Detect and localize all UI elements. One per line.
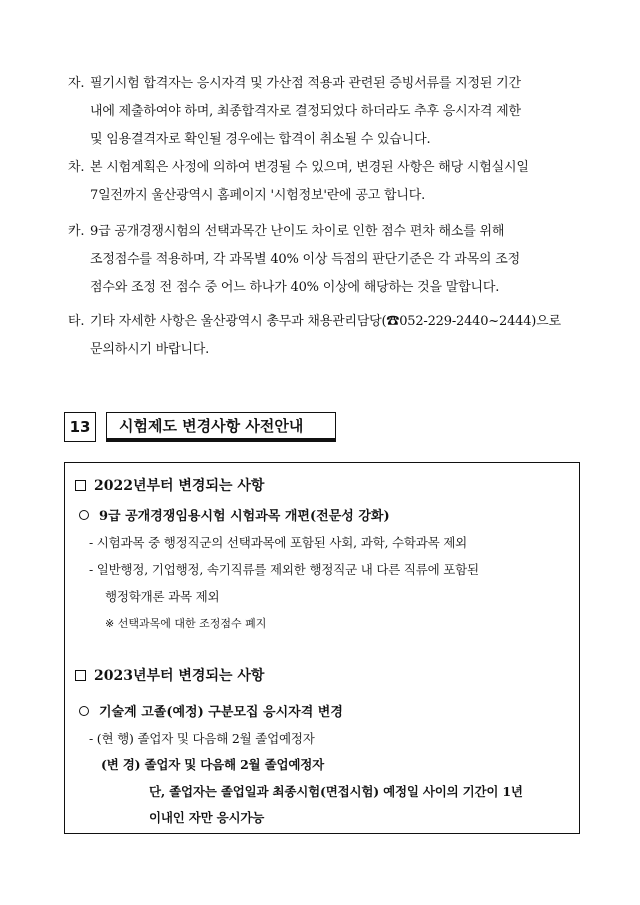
- bullet-2022-1: - 시험과목 중 행정직군의 선택과목에 포함된 사회, 과학, 수학과목 제외: [89, 535, 468, 550]
- checkbox-square-icon: [75, 480, 86, 491]
- sub-2023: [79, 701, 343, 720]
- heading-2023: [75, 665, 264, 685]
- note-2022: ※ 선택과목에 대한 조정점수 폐지: [105, 617, 267, 630]
- section-number: 13: [64, 412, 96, 442]
- sub-2023-text: 기술계 고졸(예정) 구분모집 응시자격 변경: [99, 705, 343, 720]
- paragraph-marker: 타.: [68, 314, 85, 329]
- change-notice-box: [64, 462, 580, 834]
- paragraph-marker: 카.: [68, 224, 85, 239]
- paragraph-line: 필기시험 합격자는 응시자격 및 가산점 적용과 관련된 증빙서류를 지정된 기간: [90, 76, 521, 91]
- paragraph-line: 본 시험계획은 사정에 의하여 변경될 수 있으며, 변경된 사항은 해당 시험실시일: [90, 160, 529, 175]
- paragraph-ja: [68, 70, 588, 154]
- checkbox-square-icon: [75, 670, 86, 681]
- paragraph-ka: [68, 218, 588, 302]
- sub-2022: [79, 505, 390, 524]
- condition-line-2: 이내인 자만 응시가능: [149, 810, 265, 825]
- paragraph-line: 점수와 조정 전 점수 중 어느 하나가 40% 이상에 해당하는 것을 말합니다.: [90, 280, 500, 295]
- paragraph-line: 9급 공개경쟁시험의 선택과목간 난이도 차이로 인한 점수 편차 해소를 위해: [90, 224, 505, 239]
- sub-2022-text: 9급 공개경쟁임용시험 시험과목 개편(전문성 강화): [99, 509, 390, 524]
- heading-2023-text: 2023년부터 변경되는 사항: [94, 668, 265, 684]
- paragraph-line: 7일전까지 울산광역시 홈페이지 '시험정보'란에 공고 합니다.: [90, 188, 426, 203]
- paragraph-line: 기타 자세한 사항은 울산광역시 총무과 채용관리담당(☎052-229-2440~2444)으로: [90, 314, 561, 329]
- circle-bullet-icon: [79, 510, 89, 520]
- circle-bullet-icon: [79, 706, 89, 716]
- bullet-2022-2: - 일반행정, 기업행정, 속기직류를 제외한 행정직군 내 다른 직류에 포함된: [89, 562, 479, 577]
- section-title: 시험제도 변경사항 사전안내: [106, 412, 336, 442]
- heading-2022-text: 2022년부터 변경되는 사항: [94, 478, 265, 494]
- paragraph-line: 문의하시기 바랍니다.: [90, 342, 210, 357]
- paragraph-line: 및 임용결격자로 확인될 경우에는 합격이 취소될 수 있습니다.: [90, 132, 431, 147]
- bullet-2022-2-cont: 행정학개론 과목 제외: [105, 589, 220, 604]
- section-heading: [64, 412, 336, 444]
- paragraph-marker: 자.: [68, 76, 85, 91]
- bullet-2023-current: - (현 행) 졸업자 및 다음해 2월 졸업예정자: [89, 731, 315, 746]
- paragraph-line: 조정점수를 적용하며, 각 과목별 40% 이상 득점의 판단기준은 각 과목의 조정: [90, 252, 520, 267]
- bullet-2023-changed: (변 경) 졸업자 및 다음해 2월 졸업예정자: [101, 757, 324, 772]
- paragraph-ta: [68, 308, 588, 364]
- paragraph-line: 내에 제출하여야 하며, 최종합격자로 결정되었다 하더라도 추후 응시자격 제한: [90, 104, 521, 119]
- paragraph-cha: [68, 154, 588, 210]
- heading-2022: [75, 475, 264, 495]
- paragraph-marker: 차.: [68, 160, 85, 175]
- condition-line-1: 단, 졸업자는 졸업일과 최종시험(면접시험) 예정일 사이의 기간이 1년: [149, 784, 523, 799]
